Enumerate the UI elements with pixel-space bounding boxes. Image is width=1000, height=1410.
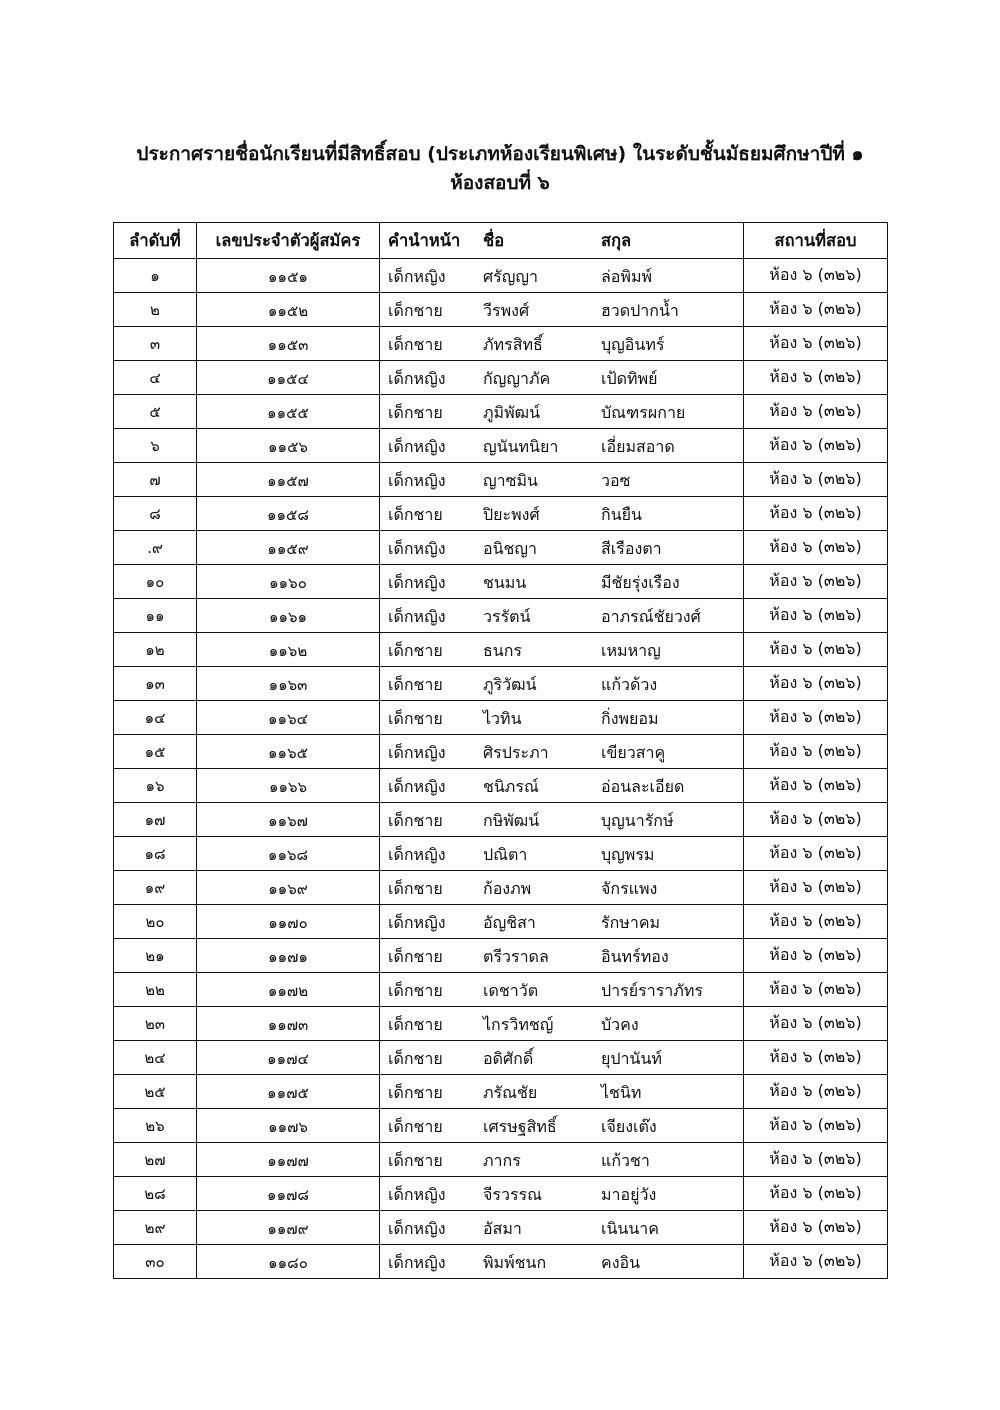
surname: บุญอินทร์ <box>601 327 744 361</box>
table-row <box>114 463 888 497</box>
applicant-id: ๑๑๗๙ <box>197 1211 380 1245</box>
surname: ฮวดปากน้ำ <box>601 293 744 327</box>
row-number: ๑๖ <box>114 769 197 803</box>
header-exam-location: สถานที่สอบ <box>744 223 888 259</box>
surname: ยุปานันท์ <box>601 1041 744 1075</box>
first-name: ศิรประภา <box>483 735 601 769</box>
table-row <box>114 1007 888 1041</box>
surname: อินทร์ทอง <box>601 939 744 973</box>
surname: กินยืน <box>601 497 744 531</box>
first-name: อัญชิสา <box>483 905 601 939</box>
first-name: ไวทิน <box>483 701 601 735</box>
first-name: ภูมิพัฒน์ <box>483 395 601 429</box>
name-prefix: เด็กชาย <box>380 871 484 905</box>
name-prefix: เด็กหญิง <box>380 429 484 463</box>
exam-location: ห้อง ๖ (๓๒๖) <box>744 497 888 531</box>
first-name: อัสมา <box>483 1211 601 1245</box>
name-prefix: เด็กชาย <box>380 667 484 701</box>
row-number: ๒๔ <box>114 1041 197 1075</box>
name-prefix: เด็กหญิง <box>380 361 484 395</box>
surname: บัวคง <box>601 1007 744 1041</box>
surname: แก้วด้วง <box>601 667 744 701</box>
first-name: ปิยะพงศ์ <box>483 497 601 531</box>
name-prefix: เด็กชาย <box>380 293 484 327</box>
first-name: ญนันทนิยา <box>483 429 601 463</box>
first-name: ภากร <box>483 1143 601 1177</box>
row-number: ๓ <box>114 327 197 361</box>
applicant-id: ๑๑๖๖ <box>197 769 380 803</box>
surname: บุญพรม <box>601 837 744 871</box>
applicant-id: ๑๑๖๒ <box>197 633 380 667</box>
surname: เอี่ยมสอาด <box>601 429 744 463</box>
exam-location: ห้อง ๖ (๓๒๖) <box>744 803 888 837</box>
name-prefix: เด็กชาย <box>380 1075 484 1109</box>
table-row <box>114 735 888 769</box>
name-prefix: เด็กชาย <box>380 1041 484 1075</box>
table-row <box>114 769 888 803</box>
surname: สีเรืองตา <box>601 531 744 565</box>
exam-location: ห้อง ๖ (๓๒๖) <box>744 1109 888 1143</box>
surname: วอซ <box>601 463 744 497</box>
first-name: พิมพ์ชนก <box>483 1245 601 1279</box>
exam-location: ห้อง ๖ (๓๒๖) <box>744 735 888 769</box>
name-prefix: เด็กหญิง <box>380 565 484 599</box>
name-prefix: เด็กหญิง <box>380 1245 484 1279</box>
row-number: ๒๖ <box>114 1109 197 1143</box>
first-name: ภูริวัฒน์ <box>483 667 601 701</box>
applicant-id: ๑๑๖๘ <box>197 837 380 871</box>
row-number: ๑๙ <box>114 871 197 905</box>
applicant-id: ๑๑๖๕ <box>197 735 380 769</box>
surname: กิ่งพยอม <box>601 701 744 735</box>
exam-location: ห้อง ๖ (๓๒๖) <box>744 429 888 463</box>
exam-location: ห้อง ๖ (๓๒๖) <box>744 701 888 735</box>
header-prefix: คำนำหน้า <box>380 223 484 259</box>
applicant-id: ๑๑๖๙ <box>197 871 380 905</box>
exam-location: ห้อง ๖ (๓๒๖) <box>744 1075 888 1109</box>
first-name: เศรษฐสิทธิ์ <box>483 1109 601 1143</box>
name-prefix: เด็กหญิง <box>380 769 484 803</box>
first-name: กัญญาภัค <box>483 361 601 395</box>
exam-location: ห้อง ๖ (๓๒๖) <box>744 667 888 701</box>
table-header-row <box>114 223 888 259</box>
name-prefix: เด็กหญิง <box>380 531 484 565</box>
table-row <box>114 871 888 905</box>
surname: เหมหาญ <box>601 633 744 667</box>
exam-location: ห้อง ๖ (๓๒๖) <box>744 633 888 667</box>
first-name: ศรัญญา <box>483 259 601 293</box>
name-prefix: เด็กชาย <box>380 939 484 973</box>
name-prefix: เด็กหญิง <box>380 1211 484 1245</box>
table-row <box>114 939 888 973</box>
table-row <box>114 1211 888 1245</box>
exam-location: ห้อง ๖ (๓๒๖) <box>744 1245 888 1279</box>
name-prefix: เด็กหญิง <box>380 837 484 871</box>
surname: แก้วชา <box>601 1143 744 1177</box>
applicant-id: ๑๑๖๓ <box>197 667 380 701</box>
first-name: ญาซมิน <box>483 463 601 497</box>
first-name: อดิศักดิ์ <box>483 1041 601 1075</box>
exam-location: ห้อง ๖ (๓๒๖) <box>744 837 888 871</box>
exam-location: ห้อง ๖ (๓๒๖) <box>744 327 888 361</box>
name-prefix: เด็กชาย <box>380 497 484 531</box>
applicant-id: ๑๑๕๘ <box>197 497 380 531</box>
applicant-id: ๑๑๗๖ <box>197 1109 380 1143</box>
applicant-id: ๑๑๗๕ <box>197 1075 380 1109</box>
name-prefix: เด็กชาย <box>380 1143 484 1177</box>
exam-location: ห้อง ๖ (๓๒๖) <box>744 1177 888 1211</box>
row-number: .๙ <box>114 531 197 565</box>
table-row <box>114 1245 888 1279</box>
exam-location: ห้อง ๖ (๓๒๖) <box>744 871 888 905</box>
candidate-table <box>113 222 888 1279</box>
applicant-id: ๑๑๗๔ <box>197 1041 380 1075</box>
name-prefix: เด็กชาย <box>380 1109 484 1143</box>
name-prefix: เด็กหญิง <box>380 735 484 769</box>
row-number: ๗ <box>114 463 197 497</box>
table-row <box>114 361 888 395</box>
surname: รักษาคม <box>601 905 744 939</box>
header-no: ลำดับที่ <box>114 223 197 259</box>
exam-location: ห้อง ๖ (๓๒๖) <box>744 973 888 1007</box>
surname: อาภรณ์ชัยวงศ์ <box>601 599 744 633</box>
first-name: ภรัณชัย <box>483 1075 601 1109</box>
row-number: ๑๔ <box>114 701 197 735</box>
surname: เขียวสาคู <box>601 735 744 769</box>
surname: มีชัยรุ่งเรือง <box>601 565 744 599</box>
row-number: ๔ <box>114 361 197 395</box>
table-row <box>114 905 888 939</box>
row-number: ๑๓ <box>114 667 197 701</box>
row-number: ๒๙ <box>114 1211 197 1245</box>
table-row <box>114 973 888 1007</box>
surname: ปารย์ราราภัทร <box>601 973 744 1007</box>
row-number: ๒๒ <box>114 973 197 1007</box>
applicant-id: ๑๑๕๗ <box>197 463 380 497</box>
table-row <box>114 327 888 361</box>
first-name: อนิชญา <box>483 531 601 565</box>
table-row <box>114 497 888 531</box>
applicant-id: ๑๑๗๓ <box>197 1007 380 1041</box>
applicant-id: ๑๑๖๐ <box>197 565 380 599</box>
table-row <box>114 599 888 633</box>
name-prefix: เด็กชาย <box>380 395 484 429</box>
applicant-id: ๑๑๗๗ <box>197 1143 380 1177</box>
applicant-id: ๑๑๕๕ <box>197 395 380 429</box>
row-number: ๑๘ <box>114 837 197 871</box>
surname: คงอิน <box>601 1245 744 1279</box>
applicant-id: ๑๑๖๑ <box>197 599 380 633</box>
table-row <box>114 837 888 871</box>
table-row <box>114 1143 888 1177</box>
exam-location: ห้อง ๖ (๓๒๖) <box>744 463 888 497</box>
first-name: ไกรวิทชญ์ <box>483 1007 601 1041</box>
row-number: ๖ <box>114 429 197 463</box>
table-row <box>114 1041 888 1075</box>
exam-location: ห้อง ๖ (๓๒๖) <box>744 905 888 939</box>
table-row <box>114 1177 888 1211</box>
row-number: ๒๓ <box>114 1007 197 1041</box>
exam-location: ห้อง ๖ (๓๒๖) <box>744 1007 888 1041</box>
table-row <box>114 701 888 735</box>
row-number: ๒๘ <box>114 1177 197 1211</box>
applicant-id: ๑๑๖๗ <box>197 803 380 837</box>
first-name: ก้องภพ <box>483 871 601 905</box>
surname: ล่อพิมพ์ <box>601 259 744 293</box>
applicant-id: ๑๑๗๑ <box>197 939 380 973</box>
applicant-id: ๑๑๗๒ <box>197 973 380 1007</box>
header-applicant-id: เลขประจำตัวผู้สมัคร <box>197 223 380 259</box>
first-name: ปณิตา <box>483 837 601 871</box>
row-number: ๕ <box>114 395 197 429</box>
row-number: ๒๕ <box>114 1075 197 1109</box>
row-number: ๑๕ <box>114 735 197 769</box>
table-row <box>114 531 888 565</box>
table-row <box>114 429 888 463</box>
surname: ไชนิท <box>601 1075 744 1109</box>
first-name: ชนมน <box>483 565 601 599</box>
name-prefix: เด็กหญิง <box>380 259 484 293</box>
applicant-id: ๑๑๕๑ <box>197 259 380 293</box>
applicant-id: ๑๑๗๘ <box>197 1177 380 1211</box>
first-name: วีรพงศ์ <box>483 293 601 327</box>
name-prefix: เด็กหญิง <box>380 599 484 633</box>
surname: บุญนารักษ์ <box>601 803 744 837</box>
row-number: ๑ <box>114 259 197 293</box>
surname: อ่อนละเอียด <box>601 769 744 803</box>
first-name: วรรัตน์ <box>483 599 601 633</box>
applicant-id: ๑๑๕๔ <box>197 361 380 395</box>
surname: บัณฑรผกาย <box>601 395 744 429</box>
row-number: ๑๑ <box>114 599 197 633</box>
first-name: เดชาวัต <box>483 973 601 1007</box>
name-prefix: เด็กหญิง <box>380 463 484 497</box>
applicant-id: ๑๑๕๒ <box>197 293 380 327</box>
exam-location: ห้อง ๖ (๓๒๖) <box>744 565 888 599</box>
first-name: ธนกร <box>483 633 601 667</box>
name-prefix: เด็กชาย <box>380 1007 484 1041</box>
table-row <box>114 803 888 837</box>
surname: จักรแพง <box>601 871 744 905</box>
exam-location: ห้อง ๖ (๓๒๖) <box>744 259 888 293</box>
name-prefix: เด็กชาย <box>380 633 484 667</box>
exam-location: ห้อง ๖ (๓๒๖) <box>744 1041 888 1075</box>
table-row <box>114 395 888 429</box>
surname: มาอยู่วัง <box>601 1177 744 1211</box>
name-prefix: เด็กหญิง <box>380 905 484 939</box>
surname: เจียงเต๊ง <box>601 1109 744 1143</box>
row-number: ๘ <box>114 497 197 531</box>
table-row <box>114 1109 888 1143</box>
page-subtitle: ห้องสอบที่ ๖ <box>450 172 550 194</box>
exam-location: ห้อง ๖ (๓๒๖) <box>744 395 888 429</box>
row-number: ๒๐ <box>114 905 197 939</box>
applicant-id: ๑๑๘๐ <box>197 1245 380 1279</box>
row-number: ๑๐ <box>114 565 197 599</box>
applicant-id: ๑๑๕๖ <box>197 429 380 463</box>
exam-location: ห้อง ๖ (๓๒๖) <box>744 599 888 633</box>
row-number: ๒๗ <box>114 1143 197 1177</box>
first-name: ภัทรสิทธิ์ <box>483 327 601 361</box>
header-name: ชื่อ <box>483 223 601 259</box>
exam-location: ห้อง ๖ (๓๒๖) <box>744 293 888 327</box>
applicant-id: ๑๑๖๔ <box>197 701 380 735</box>
surname: เนินนาค <box>601 1211 744 1245</box>
row-number: ๓๐ <box>114 1245 197 1279</box>
exam-location: ห้อง ๖ (๓๒๖) <box>744 1143 888 1177</box>
applicant-id: ๑๑๗๐ <box>197 905 380 939</box>
header-surname: สกุล <box>601 223 744 259</box>
surname: เป้ดทิพย์ <box>601 361 744 395</box>
exam-location: ห้อง ๖ (๓๒๖) <box>744 531 888 565</box>
exam-location: ห้อง ๖ (๓๒๖) <box>744 769 888 803</box>
first-name: กษิพัฒน์ <box>483 803 601 837</box>
table-row <box>114 667 888 701</box>
row-number: ๑๗ <box>114 803 197 837</box>
table-row <box>114 293 888 327</box>
table-row <box>114 259 888 293</box>
row-number: ๑๒ <box>114 633 197 667</box>
name-prefix: เด็กหญิง <box>380 1177 484 1211</box>
table-row <box>114 1075 888 1109</box>
exam-location: ห้อง ๖ (๓๒๖) <box>744 361 888 395</box>
row-number: ๒ <box>114 293 197 327</box>
first-name: ตรีวราดล <box>483 939 601 973</box>
name-prefix: เด็กชาย <box>380 327 484 361</box>
exam-location: ห้อง ๖ (๓๒๖) <box>744 939 888 973</box>
page-title: ประกาศรายชื่อนักเรียนที่มีสิทธิ์สอบ (ประเภทห้องเรียนพิเศษ) ในระดับชั้นมัธยมศึกษาปีที่ ๑ <box>136 143 864 165</box>
first-name: จีรวรรณ <box>483 1177 601 1211</box>
exam-location: ห้อง ๖ (๓๒๖) <box>744 1211 888 1245</box>
applicant-id: ๑๑๕๓ <box>197 327 380 361</box>
row-number: ๒๑ <box>114 939 197 973</box>
name-prefix: เด็กชาย <box>380 803 484 837</box>
first-name: ชนิภรณ์ <box>483 769 601 803</box>
applicant-id: ๑๑๕๙ <box>197 531 380 565</box>
name-prefix: เด็กชาย <box>380 973 484 1007</box>
name-prefix: เด็กชาย <box>380 701 484 735</box>
table-row <box>114 565 888 599</box>
table-row <box>114 633 888 667</box>
